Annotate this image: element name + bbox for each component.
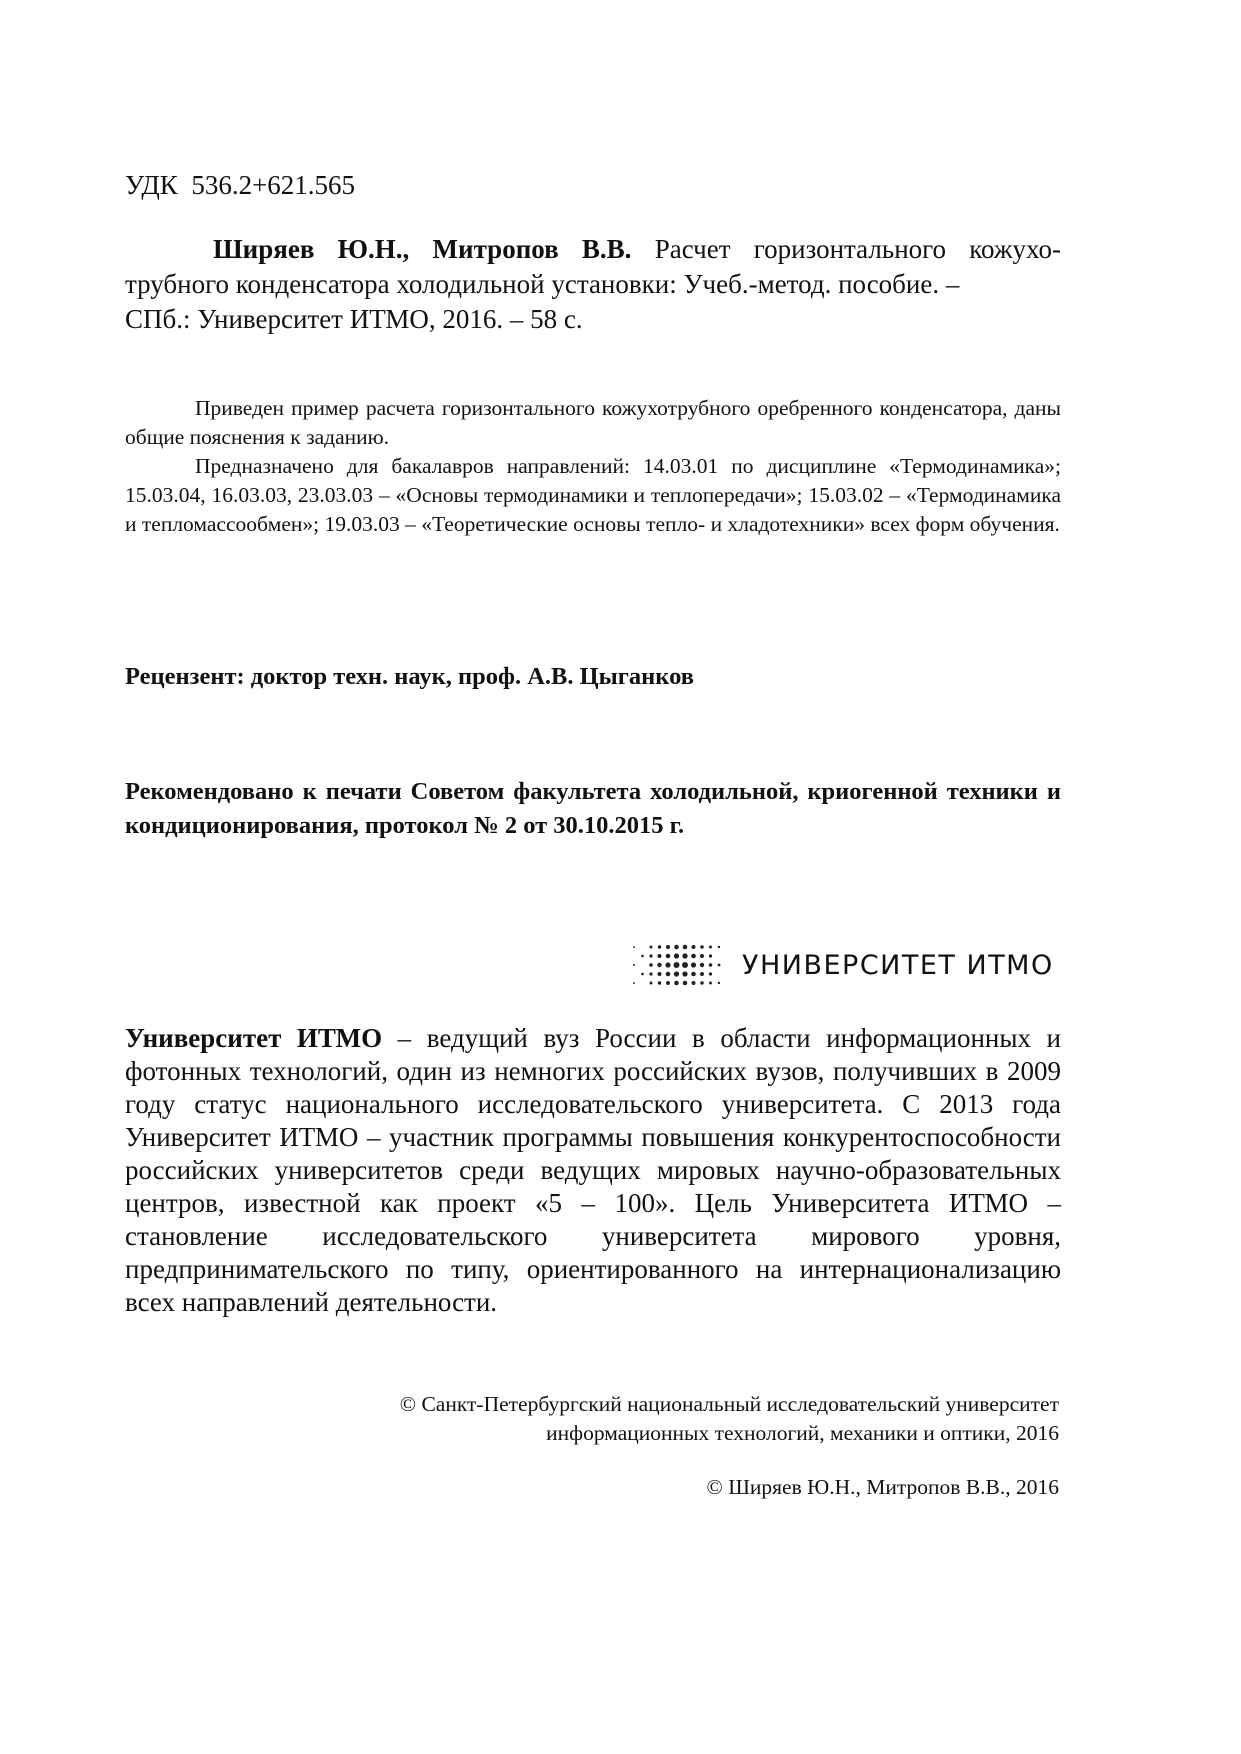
university-description bbox=[125, 1022, 1061, 1319]
abstract-paragraph-2: Предназначено для бакалавров направлений: 14.03.01 по дисциплине «Термодинамика»; 15.03.04, 16.03.03, 23.03.03 – «Основы термодинамики и теплопередачи»; 15.03.02 – «Термодинамика и тепломассообмен»; 19.03.03 – «Теоретические основы тепло- и хладотехники» всех форм обучения. bbox=[125, 454, 1061, 536]
abstract-paragraph-1: Приведен пример расчета горизонтального кожухотрубного оребренного конденсатора, даны общие пояснения к заданию. bbox=[125, 396, 1061, 449]
reviewer-line: Рецензент: доктор техн. наук, проф. А.В. Цыганков bbox=[125, 663, 694, 690]
logo-dot bbox=[657, 963, 661, 967]
logo-dot bbox=[709, 972, 712, 975]
logo-dot bbox=[649, 954, 652, 957]
logo-dot bbox=[658, 972, 662, 976]
itmo-dots-logo-icon bbox=[630, 941, 726, 989]
logo-dot bbox=[691, 962, 696, 967]
logo-dot bbox=[666, 972, 671, 977]
logo-dot bbox=[674, 971, 679, 976]
copyright-authors: © Ширяев Ю.Н., Митропов В.В., 2016 bbox=[706, 1475, 1059, 1499]
logo-dot bbox=[641, 973, 644, 976]
logo-dot bbox=[674, 953, 679, 958]
logo-dot bbox=[709, 954, 712, 957]
udk-code: УДК 536.2+621.565 bbox=[125, 170, 356, 200]
logo-dot bbox=[700, 963, 704, 967]
logo-dot bbox=[700, 945, 703, 948]
logo-dot bbox=[718, 946, 720, 948]
logo-dot bbox=[649, 963, 653, 967]
logo-dot bbox=[650, 982, 653, 985]
logo-dot bbox=[683, 981, 688, 986]
logo-dot bbox=[682, 953, 687, 958]
logo-dot bbox=[700, 981, 703, 984]
logo-dot bbox=[674, 945, 679, 950]
logo-dot bbox=[691, 954, 696, 959]
logo-text: УНИВЕРСИТЕТ ИТМО bbox=[742, 949, 1054, 981]
logo-dot bbox=[666, 945, 670, 949]
logo-dot bbox=[700, 972, 704, 976]
copyright-institution-line-1: © Санкт-Петербургский национальный исследовательский университет bbox=[399, 1392, 1059, 1416]
logo-dot bbox=[641, 955, 644, 958]
citation-line-1 bbox=[125, 232, 1061, 267]
logo-dot bbox=[666, 981, 670, 985]
logo-dot bbox=[692, 945, 696, 949]
university-name: Университет ИТМО bbox=[125, 1023, 383, 1053]
logo-dot bbox=[709, 963, 713, 967]
logo-dot bbox=[692, 981, 696, 985]
logo-dot bbox=[658, 954, 662, 958]
university-description-text: – ведущий вуз России в области информационных и фотонных технологий, один из немногих российских вузов, получивших в 2009 году статус национального исследовательского университета. С 2013 года Университет ИТМО – участник программы повышения конкурентоспособности российских университетов среди ведущих мировых научно-образовательных центров, известной как проект «5 – 100». Цель Университета ИТМО – становление исследовательского университета мирового уровня, предпринимательского по типу, ориентированного на интернационализацию всех направлений деятельности. bbox=[125, 1023, 1062, 1317]
logo-dot bbox=[649, 972, 652, 975]
logo-dot bbox=[633, 982, 635, 984]
logo-dot bbox=[658, 945, 661, 948]
abstract bbox=[125, 394, 1061, 539]
citation-line-3: СПб.: Университет ИТМО, 2016. – 58 с. bbox=[125, 304, 583, 334]
citation-title-start: Расчет горизонтального кожухо- bbox=[631, 234, 1061, 264]
logo-dot bbox=[682, 971, 687, 976]
logo-dot bbox=[633, 946, 635, 948]
logo-dot bbox=[700, 954, 704, 958]
logo-dot bbox=[633, 964, 635, 966]
logo-dot bbox=[666, 954, 671, 959]
logo-dot bbox=[658, 981, 661, 984]
recommendation-note: Рекомендовано к печати Советом факультета холодильной, криогенной техники и кондиционирования, протокол № 2 от 30.10.2015 г. bbox=[125, 778, 1061, 839]
copyright-institution bbox=[299, 1390, 1059, 1448]
bibliographic-citation bbox=[125, 232, 1061, 337]
logo-dot bbox=[683, 945, 688, 950]
logo-dot bbox=[650, 946, 653, 949]
copyright-institution-line-2: информационных технологий, механики и оптики, 2016 bbox=[546, 1421, 1059, 1445]
logo-dot bbox=[665, 962, 670, 967]
itmo-logo bbox=[630, 938, 1060, 992]
logo-dot bbox=[691, 972, 696, 977]
logo-dot bbox=[718, 982, 720, 984]
logo-dot bbox=[709, 982, 712, 985]
citation-authors: Ширяев Ю.Н., Митропов В.В. bbox=[213, 234, 632, 264]
citation-line-2: трубного конденсатора холодильной установки: Учеб.-метод. пособие. – bbox=[125, 269, 960, 299]
logo-dot bbox=[682, 962, 688, 968]
logo-dot bbox=[674, 962, 680, 968]
logo-dot bbox=[718, 964, 721, 967]
logo-dot bbox=[709, 946, 712, 949]
logo-dot bbox=[674, 981, 679, 986]
